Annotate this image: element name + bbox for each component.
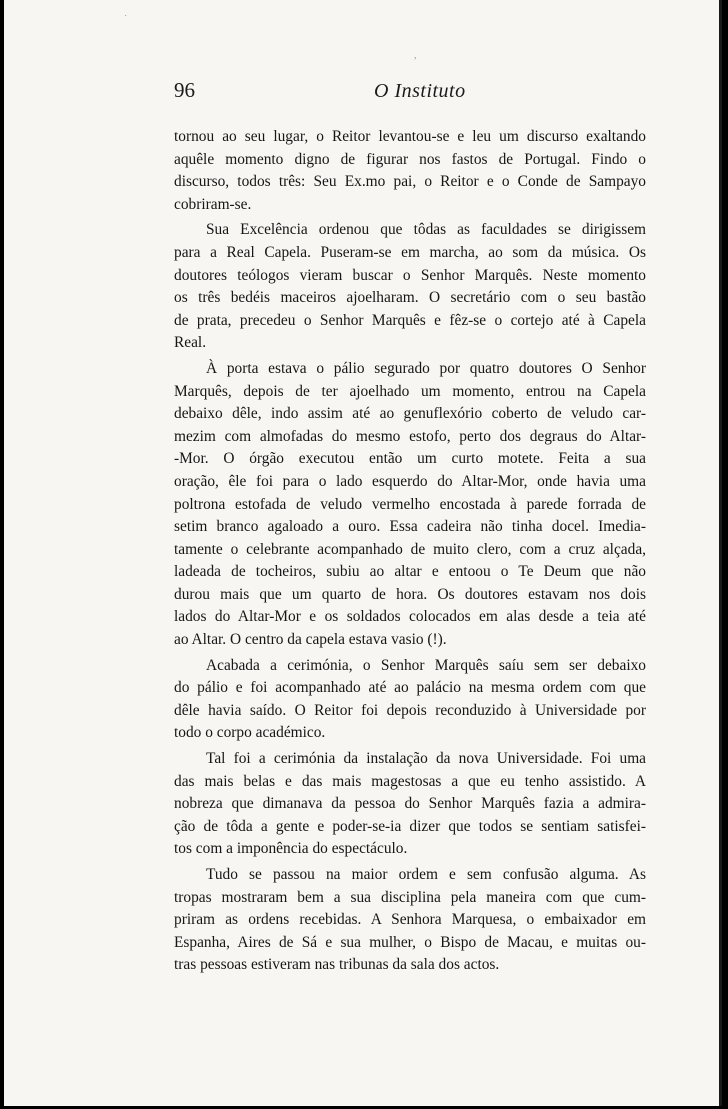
paragraph xyxy=(174,219,646,355)
text-line: Espanha, Aires de Sá e sua mulher, o Bispo de Macau, e muitas ou- xyxy=(174,933,646,951)
text-line: os três bedéis maceiros ajoelharam. O secretário com o seu bastão xyxy=(174,289,646,307)
paragraph xyxy=(174,748,646,861)
text-line: priram as ordens recebidas. A Senhora Marquesa, o embaixador em xyxy=(174,911,646,929)
text-line: das mais belas e das mais magestosas a que eu tenho assistido. A xyxy=(174,772,646,790)
text-line: poltrona estofada de veludo vermelho encostada à parede forrada de xyxy=(174,495,646,513)
text-line: discurso, todos três: Seu Ex.mo pai, o Reitor e o Conde de Sampayo xyxy=(174,173,646,191)
paper-speck: ˙ xyxy=(124,14,128,25)
text-line: tamente o celebrante acompanhado de muito clero, com a cruz alçada, xyxy=(174,540,646,558)
text-line: tornou ao seu lugar, o Reitor levantou-se e leu um discurso exaltando xyxy=(174,128,646,145)
text-line: para a Real Capela. Puseram-se em marcha, ao som da música. Os xyxy=(174,243,646,261)
book-page xyxy=(4,0,722,1106)
text-line: À porta estava o pálio segurado por quatro doutores O Senhor xyxy=(206,359,646,377)
paragraph xyxy=(174,358,646,652)
text-line: cobriram-se. xyxy=(174,195,252,213)
text-line: lados do Altar-Mor e os soldados colocados em alas desde a teia até xyxy=(174,608,646,626)
page-edge xyxy=(719,0,722,1106)
text-line: tos com a imponência do espectáculo. xyxy=(174,840,408,858)
text-line: todo o corpo académico. xyxy=(174,724,326,742)
body-text xyxy=(174,126,646,980)
text-line: de prata, precedeu o Senhor Marquês e fêz-se o cortejo até à Capela xyxy=(174,311,646,329)
paper-speck: , xyxy=(414,50,417,61)
text-line: Tal foi a cerimónia da instalação da nova Universidade. Foi uma xyxy=(206,750,646,768)
running-title: O Instituto xyxy=(374,80,466,102)
text-line: Sua Excelência ordenou que tôdas as faculdades se dirigissem xyxy=(206,221,646,239)
text-line: -Mor. O órgão executou então um curto motete. Feita a sua xyxy=(174,450,646,468)
page-number: 96 xyxy=(174,78,195,102)
text-line: Acabada a cerimónia, o Senhor Marquês saíu sem ser debaixo xyxy=(206,656,646,674)
text-line: Tudo se passou na maior ordem e sem confusão alguma. As xyxy=(206,866,646,883)
text-line: ção de tôda a gente e poder-se-ia dizer que todos se sentiam satisfei- xyxy=(174,817,646,835)
paragraph xyxy=(174,126,646,216)
text-line: do pálio e foi acompanhado até ao palácio na mesma ordem com que xyxy=(174,679,646,697)
text-line: nobreza que dimanava da pessoa do Senhor Marquês fazia a admira- xyxy=(174,795,646,813)
text-line: aquêle momento digno de figurar nos fastos de Portugal. Findo o xyxy=(174,150,646,168)
text-line: oração, êle foi para o lado esquerdo do Altar-Mor, onde havia uma xyxy=(174,472,646,490)
text-line: doutores teólogos vieram buscar o Senhor Marquês. Neste momento xyxy=(174,266,646,284)
text-line: mezim com almofadas do mesmo estofo, perto dos degraus do Altar- xyxy=(174,427,646,445)
text-line: Real. xyxy=(174,334,207,352)
paragraph xyxy=(174,864,646,977)
text-line: durou mais que um quarto de hora. Os doutores estavam nos dois xyxy=(174,585,646,603)
text-line: ladeada de tocheiros, subiu ao altar e entoou o Te Deum que não xyxy=(174,563,646,581)
page-header xyxy=(174,78,646,110)
text-line: dêle havia saído. O Reitor foi depois reconduzido à Universidade por xyxy=(174,701,646,719)
paragraph xyxy=(174,655,646,745)
text-line: ao Altar. O centro da capela estava vasio (!). xyxy=(174,631,447,649)
text-line: debaixo dêle, indo assim até ao genuflexório coberto de veludo car- xyxy=(174,405,646,423)
text-line: tras pessoas estiveram nas tribunas da sala dos actos. xyxy=(174,956,500,974)
text-line: tropas mostraram bem a sua disciplina pela maneira com que cum- xyxy=(174,888,646,906)
text-line: setim branco agaloado a ouro. Essa cadeira não tinha docel. Imedia- xyxy=(174,518,646,536)
text-line: Marquês, depois de ter ajoelhado um momento, entrou na Capela xyxy=(174,382,646,400)
